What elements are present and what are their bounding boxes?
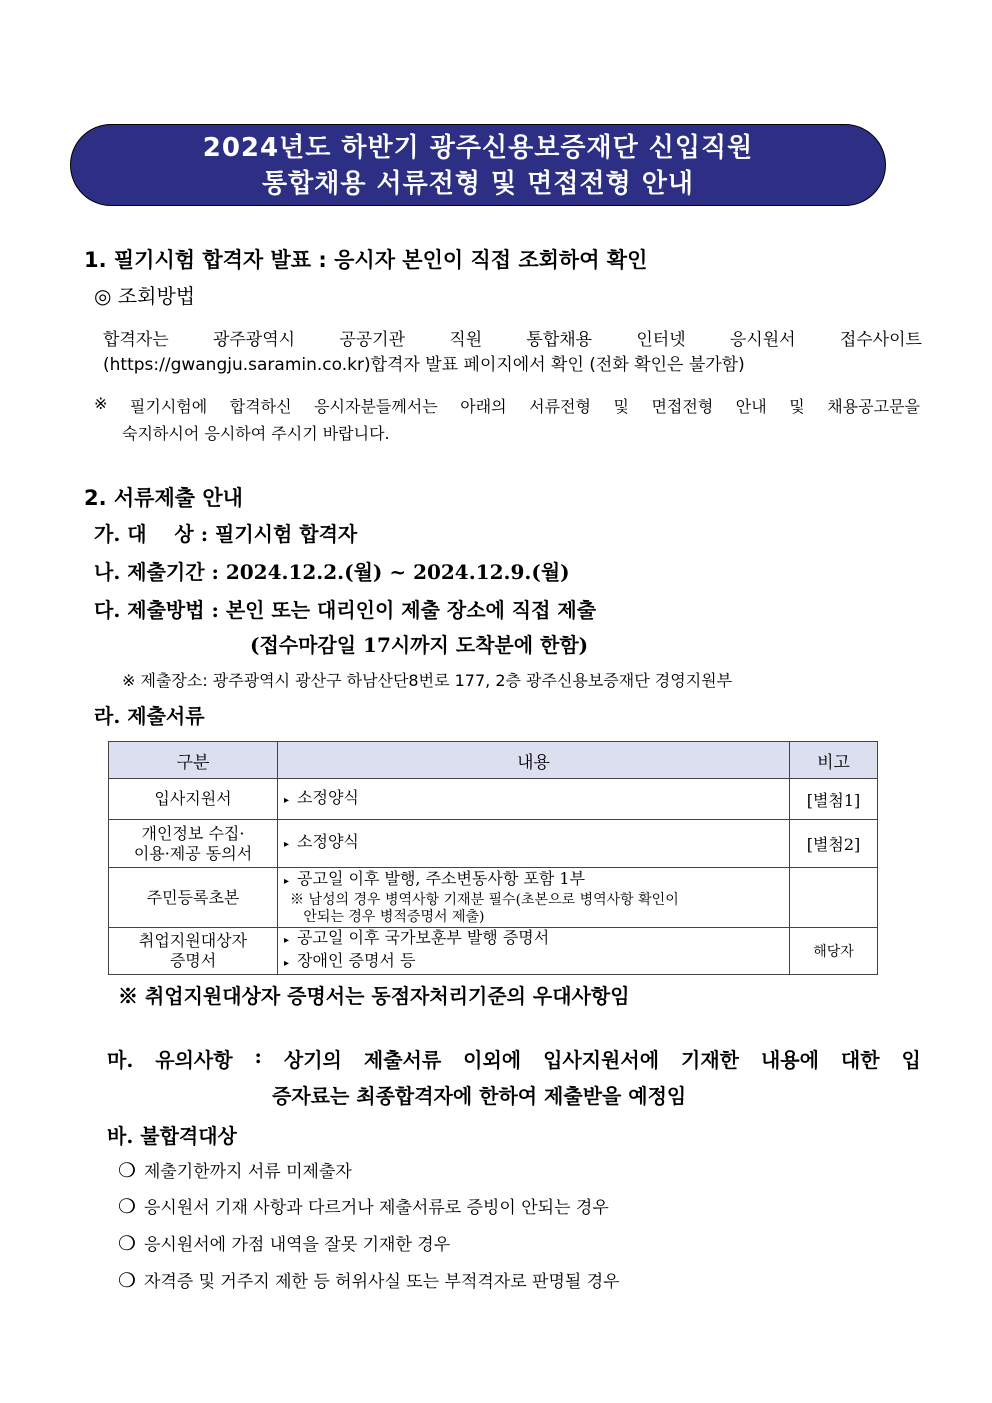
row-remarks	[790, 868, 878, 928]
row-remarks: [별첨1]	[790, 779, 878, 820]
circle-bullet-icon: ❍	[118, 1231, 136, 1255]
row-content: ▸ 소정양식	[278, 820, 790, 868]
paragraph-word: 인터넷	[636, 330, 686, 350]
table-row	[109, 868, 878, 928]
triangle-bullet-icon: ▸	[284, 794, 290, 806]
note-word: 및	[613, 397, 629, 416]
title-line-1: 2024년도 하반기 광주신용보증재단 신입직원	[202, 133, 754, 163]
paragraph-word: 통합채용	[526, 330, 593, 350]
note-word: 및	[789, 397, 805, 416]
title-line-2: 통합채용 서류전형 및 면접전형 안내	[262, 169, 694, 199]
list-item: ❍ 제출기한까지 서류 미제출자	[118, 1158, 352, 1182]
paragraph-word: 합격자는	[103, 330, 169, 350]
caution-word: 상기의	[283, 1048, 342, 1072]
triangle-bullet-icon: ▸	[284, 935, 290, 946]
circle-bullet-icon: ❍	[118, 1158, 136, 1182]
row-category: 입사지원서	[109, 779, 278, 820]
list-item: ❍ 자격증 및 거주지 제한 등 허위사실 또는 부적격자로 판명될 경우	[118, 1268, 620, 1292]
table-header-row	[109, 742, 878, 779]
section1-subheading: ◎ 조회방법	[94, 284, 196, 308]
table-row	[109, 779, 878, 820]
paragraph-word: 직원	[449, 330, 483, 350]
note-word: 채용공고문을	[827, 397, 920, 416]
documents-table	[108, 741, 878, 975]
header-remarks: 비고	[790, 742, 878, 779]
note-word: 아래의	[460, 397, 507, 416]
triangle-bullet-icon: ▸	[284, 876, 290, 887]
paragraph-word: 접수사이트	[839, 330, 922, 350]
note-word: ※	[94, 394, 108, 413]
note-word: 서류전형	[529, 397, 591, 416]
item-ba: 바. 불합격대상	[107, 1124, 237, 1148]
section1-heading: 1. 필기시험 합격자 발표 : 응시자 본인이 직접 조회하여 확인	[84, 248, 648, 272]
table-note: ※ 취업지원대상자 증명서는 동점자처리기준의 우대사항임	[118, 984, 630, 1008]
caution-word: 대한	[840, 1048, 880, 1072]
circle-bullet-icon: ❍	[118, 1268, 136, 1292]
item-ma-line1	[107, 1044, 921, 1073]
header-category: 구분	[109, 742, 278, 779]
note-word: 면접전형	[651, 397, 714, 416]
item-da-sub: (접수마감일 17시까지 도착분에 한함)	[250, 633, 589, 657]
caution-word: 입	[901, 1048, 921, 1072]
list-item: ❍ 응시원서에 가점 내역을 잘못 기재한 경우	[118, 1231, 451, 1255]
caution-word: 내용에	[760, 1048, 819, 1072]
section1-note-line1	[94, 394, 920, 417]
row-content: ▸ 공고일 이후 발행, 주소변동사항 포함 1부 ※ 남성의 경우 병역사항 기재분 필수(초본으로 병역사항 확인이 안되는 경우 병적증명서 제출)	[278, 868, 790, 928]
paragraph-word: 공공기관	[339, 330, 406, 350]
triangle-bullet-icon: ▸	[284, 958, 290, 969]
note-word: 안내	[735, 397, 767, 416]
caution-word: 이외에	[463, 1048, 522, 1072]
row-category: 개인정보 수집· 이용·제공 동의서	[109, 820, 278, 868]
section1-note-line2: 숙지하시어 응시하여 주시기 바랍니다.	[122, 424, 390, 443]
table-row	[109, 820, 878, 868]
item-da: 다. 제출방법 : 본인 또는 대리인이 제출 장소에 직접 제출	[94, 598, 597, 622]
header-content: 내용	[278, 742, 790, 779]
list-item: ❍ 응시원서 기재 사항과 다르거나 제출서류로 증빙이 안되는 경우	[118, 1194, 609, 1218]
item-na: 나. 제출기간 : 2024.12.2.(월) ~ 2024.12.9.(월)	[94, 560, 570, 584]
caution-word: 제출서류	[363, 1048, 442, 1072]
table-row	[109, 928, 878, 975]
row-remarks: [별첨2]	[790, 820, 878, 868]
item-da-note: ※ 제출장소: 광주광역시 광산구 하남산단8번로 177, 2층 광주신용보증재단 경영지원부	[122, 671, 733, 690]
item-ma-line2: 증자료는 최종합격자에 한하여 제출받을 예정임	[272, 1084, 687, 1108]
caution-word: 마.	[107, 1048, 134, 1072]
caution-word: :	[254, 1044, 262, 1068]
caution-word: 유의사항	[155, 1048, 233, 1072]
item-ra: 라. 제출서류	[94, 704, 205, 728]
circle-bullet-icon: ❍	[118, 1194, 136, 1218]
title-banner	[70, 124, 886, 206]
section2-heading: 2. 서류제출 안내	[84, 486, 243, 510]
triangle-bullet-icon: ▸	[284, 839, 290, 850]
row-content: ▸ 공고일 이후 국가보훈부 발행 증명서 ▸ 장애인 증명서 등	[278, 928, 790, 975]
recruit-site-link[interactable]: (https://gwangju.saramin.co.kr)합격자 발표 페이지에서 확인 (전화 확인은 불가함)	[103, 355, 745, 375]
item-ga: 가. 대 상 : 필기시험 합격자	[94, 522, 358, 546]
paragraph-word: 응시원서	[729, 330, 796, 350]
row-category: 주민등록초본	[109, 868, 278, 928]
row-content: ▸ 소정양식	[278, 779, 790, 820]
caution-word: 기재한	[681, 1048, 739, 1072]
caution-word: 입사지원서에	[543, 1048, 660, 1072]
paragraph-word: 광주광역시	[212, 330, 296, 350]
row-category: 취업지원대상자 증명서	[109, 928, 278, 975]
section1-paragraph-line1	[103, 325, 922, 350]
note-word: 합격하신	[229, 397, 292, 416]
row-remarks: 해당자	[790, 928, 878, 975]
note-word: 응시자분들께서는	[314, 397, 438, 416]
row-content-note: ※ 남성의 경우 병역사항 기재분 필수(초본으로 병역사항 확인이 안되는 경우 병적증명서 제출)	[290, 892, 679, 925]
section1-paragraph-line2	[103, 350, 745, 375]
note-word: 필기시험에	[129, 397, 208, 416]
